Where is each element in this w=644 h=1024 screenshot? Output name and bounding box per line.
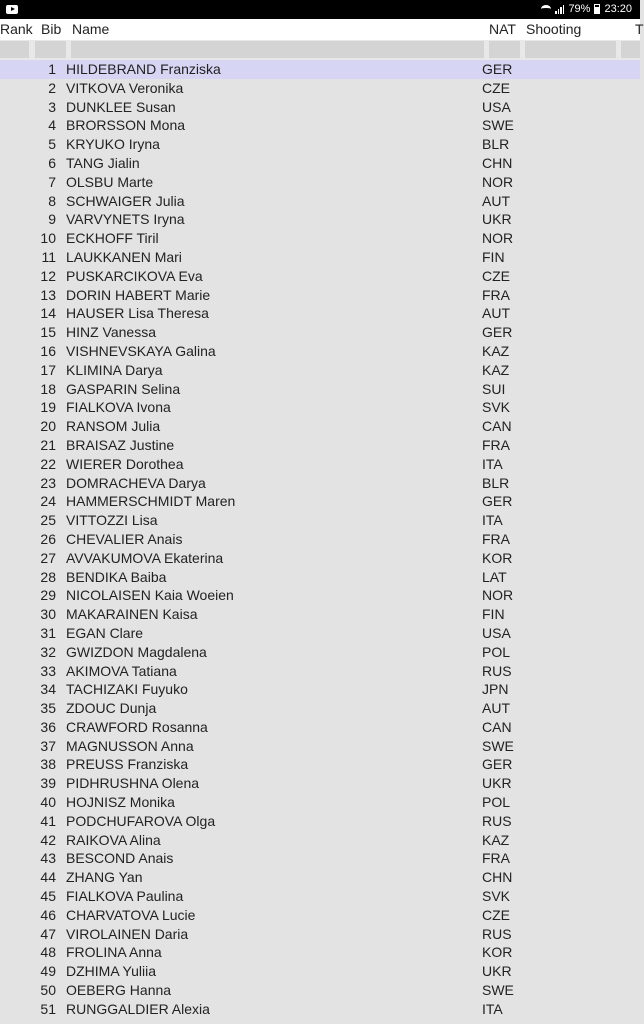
table-row[interactable]: [0, 737, 640, 756]
shooting-filter-input[interactable]: [525, 41, 616, 58]
bib-cell: 32: [40, 643, 56, 660]
name-cell: HAUSER Lisa Theresa: [66, 305, 209, 322]
bib-cell: 3: [48, 98, 56, 115]
results-list: [0, 60, 640, 1019]
bib-cell: 16: [40, 342, 56, 359]
bib-cell: 49: [40, 963, 56, 980]
nat-cell: SWE: [482, 737, 514, 754]
table-row[interactable]: [0, 774, 640, 793]
name-cell: RUNGGALDIER Alexia: [66, 1000, 210, 1017]
bib-cell: 37: [40, 737, 56, 754]
nat-cell: ITA: [482, 455, 503, 472]
name-cell: NICOLAISEN Kaia Woeien: [66, 587, 234, 604]
bib-cell: 45: [40, 888, 56, 905]
name-cell: GWIZDON Magdalena: [66, 643, 207, 660]
nat-cell: GER: [482, 493, 513, 510]
table-row[interactable]: [0, 229, 640, 248]
nat-cell: KOR: [482, 944, 513, 961]
name-cell: PUSKARCIKOVA Eva: [66, 267, 203, 284]
nat-cell: UKR: [482, 211, 512, 228]
table-row[interactable]: [0, 943, 640, 962]
nat-cell: GER: [482, 756, 513, 773]
bib-cell: 23: [40, 474, 56, 491]
table-row[interactable]: [0, 755, 640, 774]
name-cell: VISHNEVSKAYA Galina: [66, 342, 216, 359]
bib-cell: 27: [40, 549, 56, 566]
nat-cell: RUS: [482, 662, 512, 679]
name-cell: DORIN HABERT Marie: [66, 286, 211, 303]
bib-cell: 1: [48, 61, 56, 77]
table-row[interactable]: [0, 605, 640, 624]
nat-cell: NOR: [482, 587, 514, 604]
nat-cell: JPN: [482, 681, 509, 698]
table-row[interactable]: [0, 79, 640, 98]
status-icons: [541, 3, 632, 15]
bib-cell: 51: [40, 1000, 56, 1017]
nat-cell: BLR: [482, 136, 510, 153]
bib-filter-input[interactable]: [35, 41, 66, 58]
nat-cell: FRA: [482, 436, 510, 453]
name-cell: ZHANG Yan: [66, 869, 143, 886]
table-row[interactable]: [0, 925, 640, 944]
filter-row: [0, 40, 640, 60]
bib-cell: 7: [48, 173, 56, 190]
nat-cell: CZE: [482, 906, 510, 923]
table-row[interactable]: [0, 868, 640, 887]
nat-cell: CZE: [482, 267, 510, 284]
nat-cell: AUT: [482, 305, 510, 322]
bib-cell: 43: [40, 850, 56, 867]
nat-cell: CHN: [482, 869, 513, 886]
name-cell: FROLINA Anna: [66, 944, 162, 961]
bib-cell: 4: [48, 117, 56, 134]
name-cell: CRAWFORD Rosanna: [66, 718, 208, 735]
nat-cell: CZE: [482, 79, 510, 96]
bib-cell: 33: [40, 662, 56, 679]
name-cell: GASPARIN Selina: [66, 380, 181, 397]
bib-cell: 44: [40, 869, 56, 886]
name-cell: BENDIKA Baiba: [66, 568, 167, 585]
table-row[interactable]: [0, 849, 640, 868]
bib-cell: 40: [40, 794, 56, 811]
bib-cell: 10: [40, 230, 56, 247]
nat-cell: FRA: [482, 850, 510, 867]
column-header-shooting[interactable]: Shooting: [526, 21, 582, 37]
name-cell: PREUSS Franziska: [66, 756, 189, 773]
nat-cell: UKR: [482, 963, 512, 980]
nat-cell: GER: [482, 61, 513, 77]
table-row[interactable]: [0, 699, 640, 718]
name-cell: RAIKOVA Alina: [66, 831, 161, 848]
table-row[interactable]: [0, 530, 640, 549]
nat-filter-input[interactable]: [489, 41, 520, 58]
name-cell: TACHIZAKI Fuyuko: [66, 681, 188, 698]
name-cell: VITKOVA Veronika: [66, 79, 184, 96]
bib-cell: 17: [40, 361, 56, 378]
table-row[interactable]: [0, 192, 640, 211]
table-row[interactable]: [0, 248, 640, 267]
name-cell: FIALKOVA Ivona: [66, 399, 171, 416]
table-row[interactable]: [0, 831, 640, 850]
name-cell: MAGNUSSON Anna: [66, 737, 194, 754]
table-row[interactable]: [0, 135, 640, 154]
name-cell: CHEVALIER Anais: [66, 530, 183, 547]
table-row[interactable]: [0, 624, 640, 643]
table-row[interactable]: [0, 342, 640, 361]
bib-cell: 14: [40, 305, 56, 322]
battery-percent: 79%: [568, 3, 591, 15]
table-row[interactable]: [0, 98, 640, 117]
nat-cell: SUI: [482, 380, 506, 397]
table-row[interactable]: [0, 812, 640, 831]
table-row[interactable]: [0, 662, 640, 681]
nat-cell: POL: [482, 794, 511, 811]
nat-cell: KAZ: [482, 831, 510, 848]
name-cell: WIERER Dorothea: [66, 455, 184, 472]
wifi-icon: [541, 5, 551, 13]
bib-cell: 42: [40, 831, 56, 848]
nat-cell: POL: [482, 643, 511, 660]
table-row[interactable]: [0, 549, 640, 568]
bib-cell: 12: [40, 267, 56, 284]
bib-cell: 25: [40, 512, 56, 529]
nat-cell: USA: [482, 624, 511, 641]
name-cell: ZDOUC Dunja: [66, 700, 157, 717]
name-cell: VITTOZZI Lisa: [66, 512, 158, 529]
table-row[interactable]: [0, 586, 640, 605]
bib-cell: 15: [40, 324, 56, 341]
name-cell: HAMMERSCHMIDT Maren: [66, 493, 236, 510]
nat-cell: FIN: [482, 606, 505, 623]
bib-cell: 21: [40, 436, 56, 453]
bib-cell: 31: [40, 624, 56, 641]
name-cell: VIROLAINEN Daria: [66, 925, 189, 942]
table-row[interactable]: [0, 511, 640, 530]
table-row[interactable]: [0, 436, 640, 455]
bib-cell: 47: [40, 925, 56, 942]
bib-cell: 41: [40, 812, 56, 829]
bib-cell: 34: [40, 681, 56, 698]
table-row[interactable]: [0, 304, 640, 323]
table-row[interactable]: [0, 718, 640, 737]
name-cell: AVVAKUMOVA Ekaterina: [66, 549, 224, 566]
column-header-extra[interactable]: T: [635, 21, 644, 37]
nat-cell: SWE: [482, 117, 514, 134]
bib-cell: 2: [48, 79, 56, 96]
battery-icon: [594, 4, 600, 14]
name-cell: PODCHUFAROVA Olga: [66, 812, 216, 829]
table-row[interactable]: [0, 116, 640, 135]
column-header-nat[interactable]: NAT: [489, 21, 516, 37]
name-cell: HOJNISZ Monika: [66, 794, 175, 811]
table-row[interactable]: [0, 492, 640, 511]
table-row[interactable]: [0, 568, 640, 587]
bib-cell: 50: [40, 982, 56, 999]
table-row[interactable]: [0, 380, 640, 399]
nat-cell: RUS: [482, 812, 512, 829]
name-cell: KRYUKO Iryna: [66, 136, 160, 153]
name-cell: DUNKLEE Susan: [66, 98, 176, 115]
rank-filter-input[interactable]: [0, 41, 29, 58]
name-cell: BRORSSON Mona: [66, 117, 186, 134]
table-row[interactable]: [0, 793, 640, 812]
signal-icon: [555, 4, 564, 14]
table-row[interactable]: [0, 417, 640, 436]
table-row[interactable]: [0, 680, 640, 699]
bib-cell: 6: [48, 154, 56, 171]
nat-cell: SWE: [482, 982, 514, 999]
bib-cell: 30: [40, 606, 56, 623]
nat-cell: ITA: [482, 512, 503, 529]
name-cell: HILDEBRAND Franziska: [66, 61, 221, 77]
bib-cell: 26: [40, 530, 56, 547]
nat-cell: CAN: [482, 418, 512, 435]
name-filter-input[interactable]: [71, 41, 484, 58]
table-row[interactable]: [0, 455, 640, 474]
name-cell: AKIMOVA Tatiana: [66, 662, 177, 679]
nat-cell: AUT: [482, 700, 510, 717]
bib-cell: 46: [40, 906, 56, 923]
name-cell: OEBERG Hanna: [66, 982, 172, 999]
table-row[interactable]: [0, 474, 640, 493]
bib-cell: 9: [48, 211, 56, 228]
name-cell: BRAISAZ Justine: [66, 436, 175, 453]
nat-cell: SVK: [482, 888, 511, 905]
nat-cell: USA: [482, 98, 511, 115]
name-cell: KLIMINA Darya: [66, 361, 163, 378]
bib-cell: 24: [40, 493, 56, 510]
name-cell: SCHWAIGER Julia: [66, 192, 185, 209]
bib-cell: 22: [40, 455, 56, 472]
youtube-notification-icon: [6, 5, 18, 14]
nat-cell: NOR: [482, 230, 514, 247]
name-cell: MAKARAINEN Kaisa: [66, 606, 198, 623]
name-cell: CHARVATOVA Lucie: [66, 906, 196, 923]
bib-cell: 39: [40, 775, 56, 792]
bib-cell: 28: [40, 568, 56, 585]
table-row[interactable]: [0, 1000, 640, 1019]
clock: 23:20: [604, 3, 632, 15]
bib-cell: 8: [48, 192, 56, 209]
nat-cell: RUS: [482, 925, 512, 942]
bib-cell: 29: [40, 587, 56, 604]
table-row[interactable]: [0, 906, 640, 925]
bib-cell: 36: [40, 718, 56, 735]
name-cell: LAUKKANEN Mari: [66, 248, 182, 265]
table-row[interactable]: [0, 361, 640, 380]
bib-cell: 19: [40, 399, 56, 416]
nat-cell: FRA: [482, 530, 510, 547]
bib-cell: 18: [40, 380, 56, 397]
bib-cell: 5: [48, 136, 56, 153]
bib-cell: 13: [40, 286, 56, 303]
table-row[interactable]: [0, 286, 640, 305]
column-header-rank[interactable]: Rank: [0, 21, 33, 37]
bib-cell: 11: [41, 248, 56, 265]
table-row[interactable]: [0, 60, 640, 79]
table-row[interactable]: [0, 981, 640, 1000]
nat-cell: KAZ: [482, 342, 510, 359]
column-header-name[interactable]: Name: [72, 21, 110, 37]
column-header-bib[interactable]: Bib: [41, 21, 62, 37]
table-row[interactable]: [0, 643, 640, 662]
nat-cell: AUT: [482, 192, 510, 209]
nat-cell: BLR: [482, 474, 510, 491]
name-cell: DOMRACHEVA Darya: [66, 474, 206, 491]
nat-cell: UKR: [482, 775, 512, 792]
table-row[interactable]: [0, 962, 640, 981]
name-cell: TANG Jialin: [66, 154, 140, 171]
table-row[interactable]: [0, 887, 640, 906]
name-cell: VARVYNETS Iryna: [66, 211, 185, 228]
name-cell: PIDHRUSHNA Olena: [66, 775, 200, 792]
nat-cell: LAT: [482, 568, 507, 585]
bib-cell: 48: [40, 944, 56, 961]
name-cell: ECKHOFF Tiril: [66, 230, 159, 247]
results-header: [0, 19, 644, 40]
nat-cell: KAZ: [482, 361, 510, 378]
table-row[interactable]: [0, 323, 640, 342]
table-row[interactable]: [0, 398, 640, 417]
nat-cell: FRA: [482, 286, 510, 303]
nat-cell: SVK: [482, 399, 511, 416]
table-row[interactable]: [0, 210, 640, 229]
nat-cell: NOR: [482, 173, 514, 190]
name-cell: EGAN Clare: [66, 624, 144, 641]
name-cell: OLSBU Marte: [66, 173, 154, 190]
table-row[interactable]: [0, 173, 640, 192]
nat-cell: CAN: [482, 718, 512, 735]
name-cell: FIALKOVA Paulina: [66, 888, 184, 905]
bib-cell: 35: [40, 700, 56, 717]
nat-cell: FIN: [482, 248, 505, 265]
table-row[interactable]: [0, 267, 640, 286]
nat-cell: GER: [482, 324, 513, 341]
nat-cell: KOR: [482, 549, 513, 566]
bib-cell: 20: [40, 418, 56, 435]
status-bar: [0, 0, 640, 19]
nat-cell: CHN: [482, 154, 513, 171]
extra-filter-input[interactable]: [621, 41, 640, 58]
name-cell: DZHIMA Yuliia: [66, 963, 156, 980]
name-cell: HINZ Vanessa: [66, 324, 156, 341]
table-row[interactable]: [0, 154, 640, 173]
bib-cell: 38: [40, 756, 56, 773]
nat-cell: ITA: [482, 1000, 503, 1017]
name-cell: RANSOM Julia: [66, 418, 161, 435]
name-cell: BESCOND Anais: [66, 850, 174, 867]
